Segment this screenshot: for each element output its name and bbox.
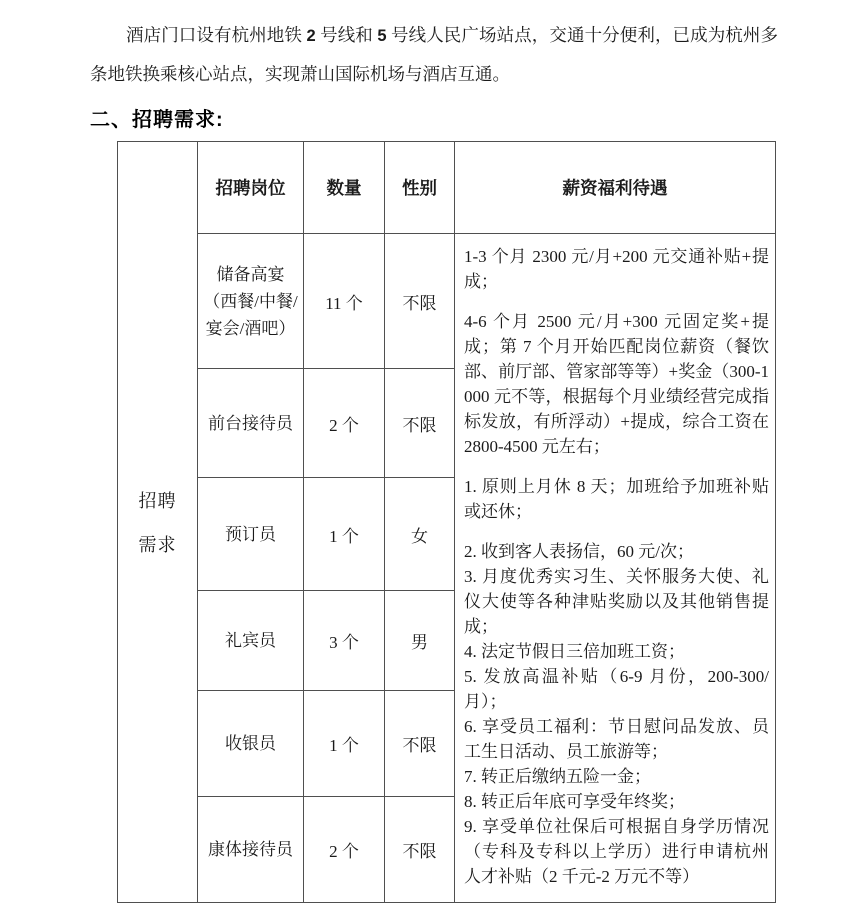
section-heading: 二、招聘需求: xyxy=(90,109,224,131)
group-label-cell xyxy=(118,142,198,903)
gender-cell: 不限 xyxy=(385,369,455,478)
salary-paragraph: 3. 月度优秀实习生、关怀服务大使、礼仪大使等各种津贴奖励以及其他销售提成； xyxy=(464,567,769,636)
gender-cell: 女 xyxy=(385,478,455,591)
quantity-cell: 3 个 xyxy=(304,591,385,691)
quantity-cell: 1 个 xyxy=(304,478,385,591)
metro-line-2-number: 2 xyxy=(306,27,316,45)
salary-paragraph: 4-6 个月 2500 元/月+300 元固定奖+提成；第 7 个月开始匹配岗位薪资（餐饮部、前厅部、管家部等等）+奖金（300-1000 元不等，根据每个月业绩经营完成指标发放，有所浮动）+提成，综合工资在 2800-4500 元左右； xyxy=(464,312,769,456)
column-header-position: 招聘岗位 xyxy=(198,142,304,234)
salary-paragraph: 1. 原则上月休 8 天；加班给予加班补贴或还休； xyxy=(464,477,769,521)
position-cell: 康体接待员 xyxy=(198,797,304,903)
salary-paragraph: 5. 发放高温补贴（6-9 月份，200-300/月）； xyxy=(464,667,769,711)
salary-benefits-cell xyxy=(455,234,776,903)
group-label-line: 需求 xyxy=(138,535,177,555)
position-cell: 礼宾员 xyxy=(198,591,304,691)
salary-paragraph: 7. 转正后缴纳五险一金； xyxy=(464,767,651,786)
position-cell: 收银员 xyxy=(198,691,304,797)
position-cell: 前台接待员 xyxy=(198,369,304,478)
salary-paragraph: 2. 收到客人表扬信，60 元/次； xyxy=(464,542,694,561)
table-header-row xyxy=(118,142,776,234)
gender-cell: 不限 xyxy=(385,691,455,797)
column-header-gender: 性别 xyxy=(385,142,455,234)
quantity-cell: 11 个 xyxy=(304,234,385,369)
column-header-quantity: 数量 xyxy=(304,142,385,234)
salary-paragraph: 8. 转正后年底可享受年终奖； xyxy=(464,792,685,811)
salary-paragraph: 6. 享受员工福利：节日慰问品发放、员工生日活动、员工旅游等； xyxy=(464,717,769,761)
intro-text-segment: 酒店门口设有杭州地铁 xyxy=(126,25,307,45)
recruitment-table xyxy=(117,141,776,903)
salary-paragraph: 4. 法定节假日三倍加班工资； xyxy=(464,642,685,661)
gender-cell: 不限 xyxy=(385,234,455,369)
position-cell: 预订员 xyxy=(198,478,304,591)
column-header-salary: 薪资福利待遇 xyxy=(455,142,776,234)
quantity-cell: 1 个 xyxy=(304,691,385,797)
quantity-cell: 2 个 xyxy=(304,369,385,478)
intro-text-segment: 号线人民广场站点，交通十分便利，已成为杭州多条地铁换乘核心站点，实现萧山国际机场与酒店互通。 xyxy=(90,25,779,84)
salary-paragraph: 9. 享受单位社保后可根据自身学历情况（专科及专科以上学历）进行申请杭州人才补贴（2 千元-2 万元不等） xyxy=(464,817,769,886)
table-row xyxy=(118,234,776,369)
gender-cell: 男 xyxy=(385,591,455,691)
group-label-line: 招聘 xyxy=(138,491,177,511)
position-cell: 储备高宴（西餐/中餐/宴会/酒吧） xyxy=(198,234,304,369)
quantity-cell: 2 个 xyxy=(304,797,385,903)
intro-text-segment: 号线和 xyxy=(315,25,378,45)
salary-paragraph: 1-3 个月 2300 元/月+200 元交通补贴+提成； xyxy=(464,247,769,291)
metro-line-5-number: 5 xyxy=(377,27,387,45)
gender-cell: 不限 xyxy=(385,797,455,903)
intro-paragraph xyxy=(90,16,778,93)
